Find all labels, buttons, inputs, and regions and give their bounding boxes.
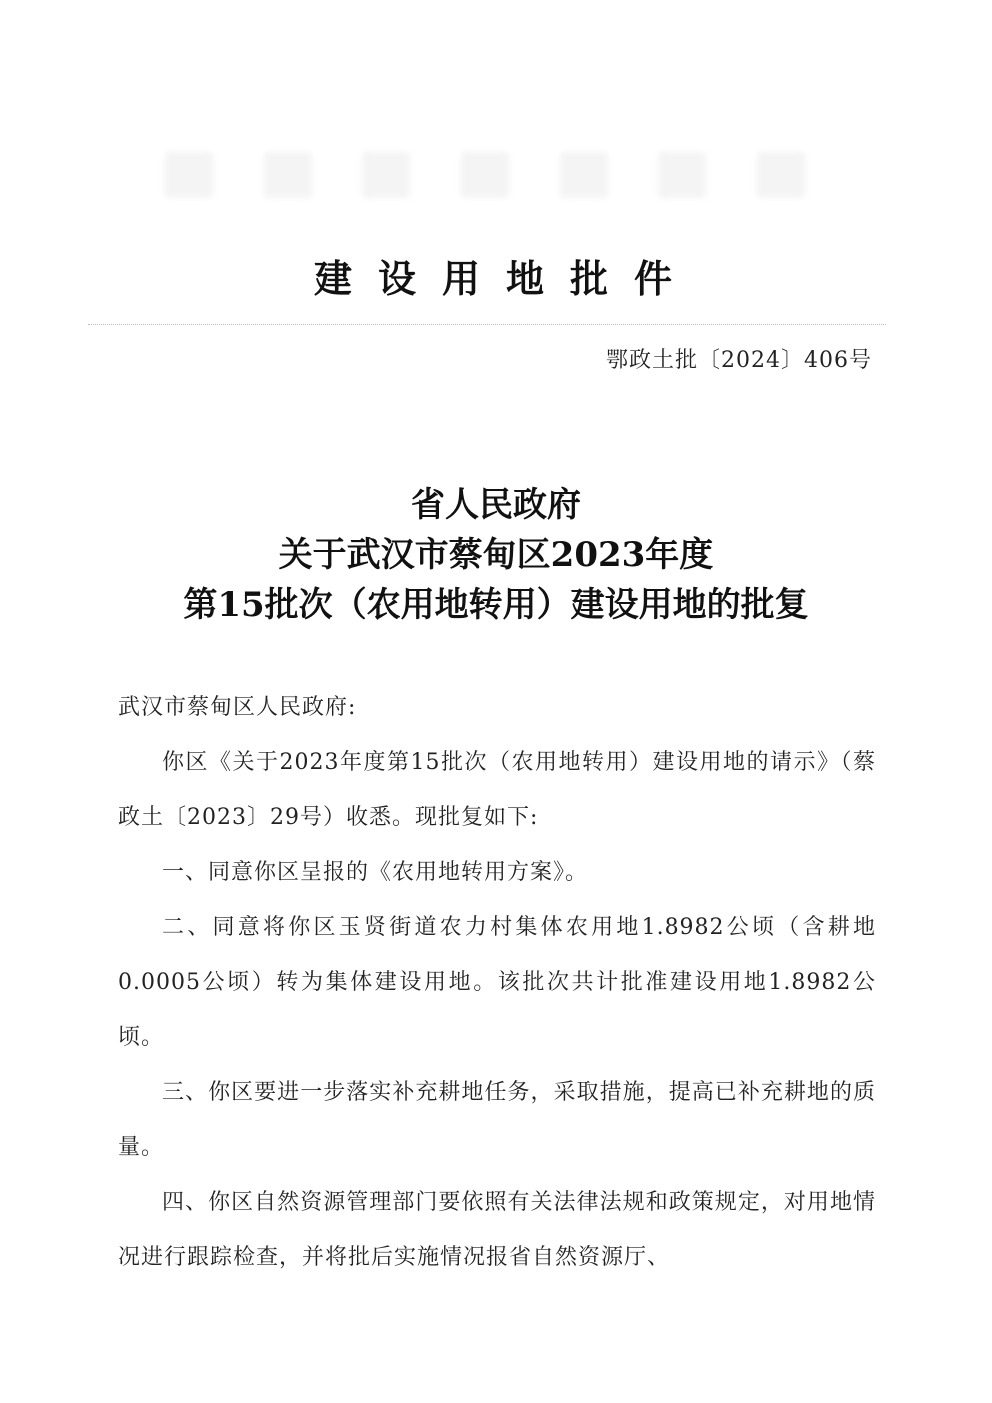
faded-letterhead-mark xyxy=(165,140,805,210)
faded-glyph xyxy=(461,152,509,198)
title-line-2: 关于武汉市蔡甸区2023年度 xyxy=(278,535,714,575)
document-heading: 建设用地批件 xyxy=(313,257,698,301)
heading-divider xyxy=(88,324,886,325)
title-line-1: 省人民政府 xyxy=(411,485,581,525)
body-paragraph: 三、你区要进一步落实补充耕地任务，采取措施，提高已补充耕地的质量。 xyxy=(118,1080,876,1160)
faded-glyph xyxy=(362,152,410,198)
faded-glyph xyxy=(658,152,706,198)
title-line-3: 第15批次（农用地转用）建设用地的批复 xyxy=(183,585,809,625)
salutation: 武汉市蔡甸区人民政府: xyxy=(118,695,357,720)
faded-glyph xyxy=(264,152,312,198)
body-paragraph: 四、你区自然资源管理部门要依照有关法律法规和政策规定，对用地情况进行跟踪检查，并将批后实施情况报省自然资源厅、 xyxy=(118,1190,876,1270)
faded-glyph xyxy=(757,152,805,198)
faded-glyph xyxy=(165,152,213,198)
document-title xyxy=(0,480,992,630)
body-paragraph: 一、同意你区呈报的《农用地转用方案》。 xyxy=(162,860,589,885)
body-paragraph: 你区《关于2023年度第15批次（农用地转用）建设用地的请示》（蔡政土〔2023〕29号）收悉。现批复如下: xyxy=(118,750,876,830)
document-body xyxy=(118,680,876,1285)
document-number: 鄂政土批〔2024〕406号 xyxy=(606,348,872,373)
faded-glyph xyxy=(560,152,608,198)
body-paragraph: 二、同意将你区玉贤街道农力村集体农用地1.8982公顷（含耕地0.0005公顷）转为集体建设用地。该批次共计批准建设用地1.8982公顷。 xyxy=(118,915,876,1050)
